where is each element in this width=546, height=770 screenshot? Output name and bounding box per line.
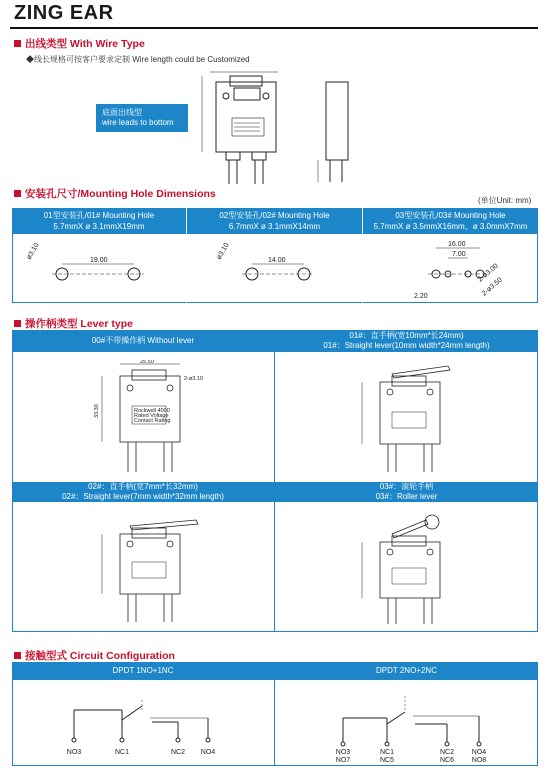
label-line-1: Rockwell 4000 — [134, 408, 170, 414]
square-bullet-icon — [14, 652, 21, 659]
dim-span-19: 19.00 — [90, 257, 108, 264]
terminal-nc2: NC2 — [170, 749, 186, 756]
header-rule — [10, 27, 538, 29]
terminal-nc5: NC5 — [379, 757, 395, 764]
lever-03-header: 03#：滚轮手柄 03#：Roller lever — [275, 482, 538, 502]
section-circuit-title: 接触型式 Circuit Configuration — [14, 648, 175, 663]
unit-note: (单位Unit: mm) — [478, 196, 532, 205]
terminal-no8: NO8 — [471, 757, 487, 764]
square-bullet-icon — [14, 40, 21, 47]
circuit-1-header: DPDT 1NO+1NC — [12, 662, 274, 680]
dim-large-holes: 2-ø3.50 — [480, 276, 504, 298]
wire-length-note: ◆线长规格可按客户要求定制 Wire length could be Customized — [26, 55, 250, 64]
mounting-hole-02-header: 02型安装孔/02# Mounting Hole 6.7mmX ø 3.1mmX14mm — [219, 211, 330, 231]
brand-title: ZING EAR — [14, 2, 114, 24]
dim-width: 25.50 — [140, 360, 154, 365]
terminal-no4: NO4 — [200, 749, 216, 756]
lever-00-drawing — [92, 360, 212, 478]
section-wire-title: 出线类型 With Wire Type — [14, 36, 145, 51]
label-line-3: Contact Rating — [134, 418, 171, 424]
dim-height: 33.30 — [94, 404, 100, 418]
label-line-2: Rated Voltage — [134, 413, 169, 419]
mounting-hole-drawings — [12, 234, 538, 302]
terminal-no7: NO7 — [335, 757, 351, 764]
dim-span-14: 14.00 — [268, 257, 286, 264]
terminal-nc1: NC1 — [114, 749, 130, 756]
section-mounting-title: 安装孔尺寸/Mounting Hole Dimensions — [14, 186, 216, 201]
side-view-drawing — [312, 76, 362, 192]
dim-span-7: 7.00 — [452, 251, 466, 258]
circuit-table — [12, 662, 538, 766]
terminal-nc6: NC6 — [439, 757, 455, 764]
lever-01-header: 01#：直手柄(宽10mm*长24mm) 01#：Straight lever(10mm width*24mm length) — [275, 330, 538, 352]
dim-span-16: 16.00 — [448, 241, 466, 248]
terminal-no4: NO4 — [471, 749, 487, 756]
lever-table — [12, 330, 538, 632]
mounting-hole-01-header: 01型安装孔/01# Mounting Hole 5.7mmX ø 3.1mmX19mm — [43, 211, 155, 231]
wire-callout: 底面出线型 wire leads to bottom — [96, 104, 188, 132]
circuit-2-header: DPDT 2NO+2NC — [275, 662, 538, 680]
mounting-hole-03-header: 03型安装孔/03# Mounting Hole 5.7mmX ø 3.5mmX16mm、ø 3.0mmX7mm — [373, 211, 528, 231]
terminal-nc2: NC2 — [439, 749, 455, 756]
circuit-2-diagram — [275, 680, 538, 766]
dim-hole-dia-2: ø3.10 — [215, 241, 231, 261]
terminal-no3: NO3 — [66, 749, 82, 756]
square-bullet-icon — [14, 190, 21, 197]
lever-00-header: 00#不带操作柄 Without lever — [12, 330, 274, 352]
dim-hole: 2-ø3.10 — [184, 376, 203, 382]
square-bullet-icon — [14, 320, 21, 327]
lever-02-drawing — [92, 506, 222, 628]
terminal-nc1: NC1 — [379, 749, 395, 756]
mounting-table — [12, 208, 538, 303]
front-view-drawing — [192, 62, 312, 192]
dim-small-holes: 2-ø3.00 — [476, 262, 500, 284]
dim-hole-dia-1: ø3.10 — [25, 241, 41, 261]
dim-offset: 2.20 — [414, 293, 428, 300]
lever-02-header: 02#：直手柄(宽7mm*长32mm) 02#：Straight lever(7mm width*32mm length) — [12, 482, 274, 502]
terminal-no3: NO3 — [335, 749, 351, 756]
circuit-1-diagram — [12, 680, 274, 766]
lever-01-drawing — [352, 360, 482, 478]
section-lever-title: 操作柄类型 Lever type — [14, 316, 133, 331]
lever-03-drawing — [352, 506, 482, 628]
